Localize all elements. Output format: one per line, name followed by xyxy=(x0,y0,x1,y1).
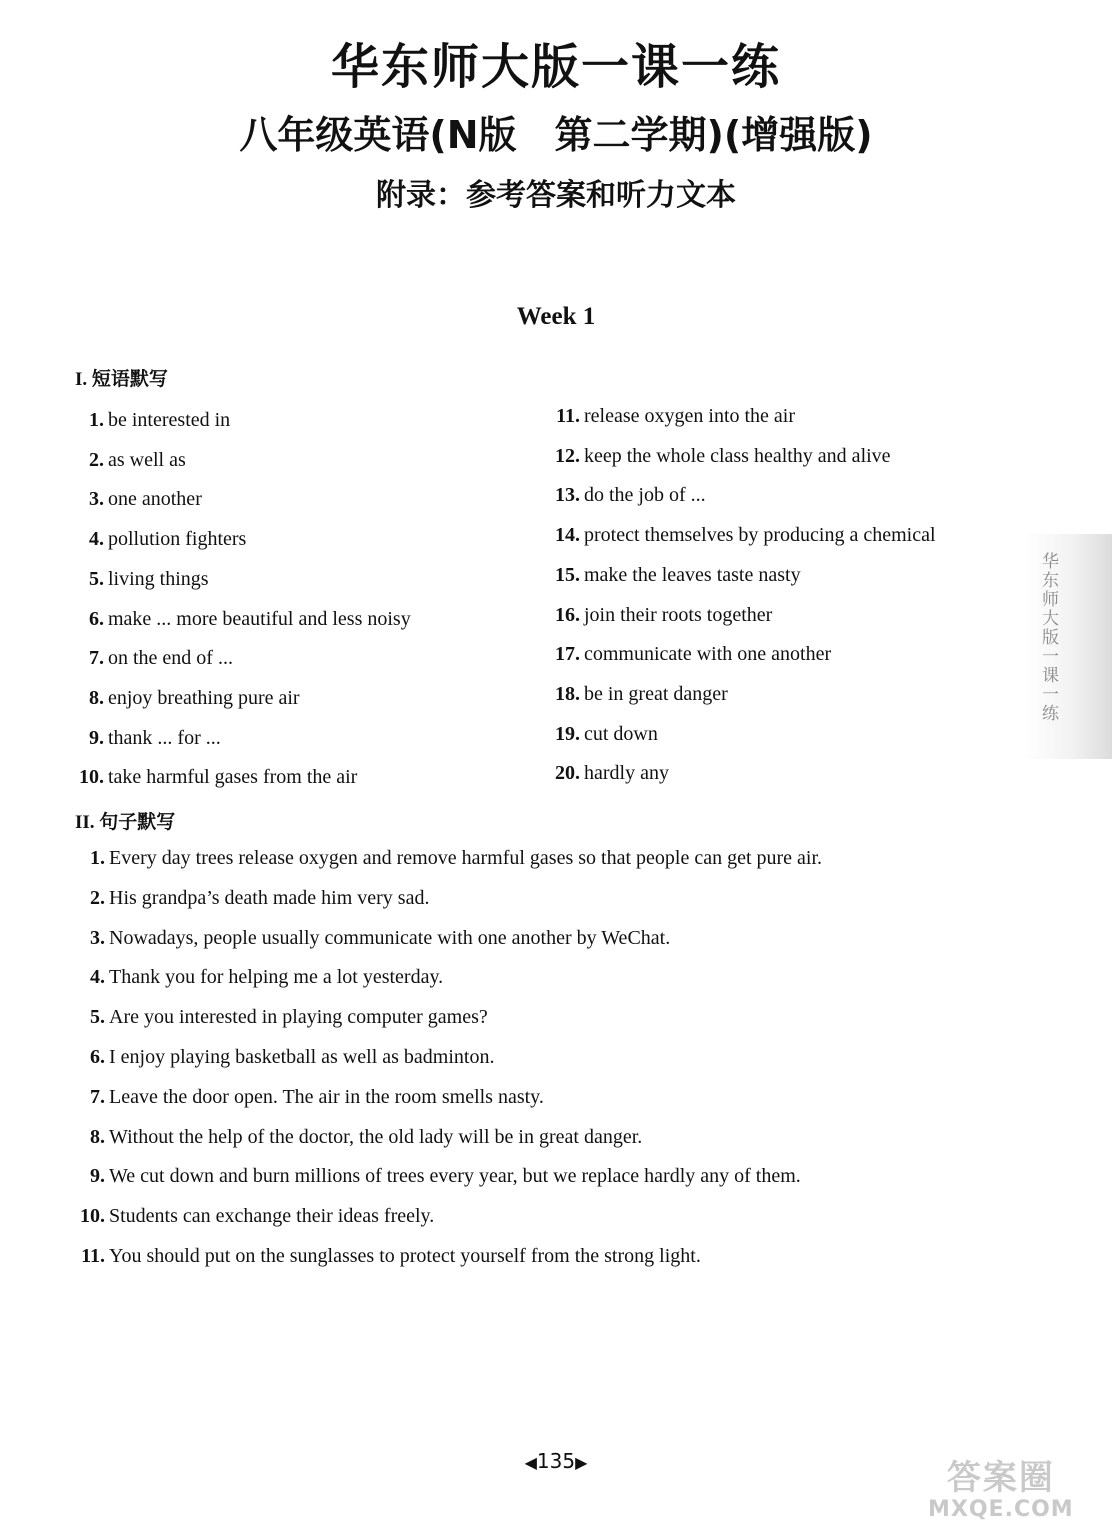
list-item xyxy=(550,563,801,587)
list-item xyxy=(74,686,300,710)
item-text: communicate with one another xyxy=(584,643,832,666)
appendix-title: 附录：参考答案和听力文本 xyxy=(376,178,736,213)
item-text: do the job of ... xyxy=(584,484,706,507)
list-item xyxy=(74,726,221,750)
list-item xyxy=(72,1204,434,1228)
item-text: make ... more beautiful and less noisy xyxy=(108,607,411,630)
item-number: 10. xyxy=(79,766,104,789)
item-text: Thank you for helping me a lot yesterday. xyxy=(109,966,444,989)
list-item xyxy=(74,765,357,789)
item-number: 19. xyxy=(555,722,580,745)
item-text: be interested in xyxy=(108,409,231,431)
list-item xyxy=(550,483,706,507)
item-text: Nowadays, people usually communicate with one another by WeChat. xyxy=(109,926,671,949)
item-number: 18. xyxy=(555,682,580,705)
item-text: You should put on the sunglasses to protect yourself from the strong light. xyxy=(109,1245,701,1267)
item-number: 9. xyxy=(89,726,104,749)
page-number-value: 135 xyxy=(536,1449,576,1473)
item-number: 8. xyxy=(89,686,104,709)
item-text: enjoy breathing pure air xyxy=(108,686,300,709)
item-number: 20. xyxy=(555,762,580,785)
list-item xyxy=(72,886,429,910)
list-item xyxy=(72,1045,494,1069)
list-item xyxy=(72,1244,701,1268)
item-number: 8. xyxy=(90,1125,105,1148)
item-number: 6. xyxy=(90,1046,105,1068)
item-number: 11. xyxy=(81,1245,105,1267)
list-item xyxy=(550,761,669,785)
watermark-url: MXQE.COM xyxy=(928,1497,1074,1522)
item-text: Every day trees release oxygen and remove harmful gases so that people can get pure air. xyxy=(109,847,823,869)
book-title: 华东师大版一课一练 xyxy=(330,39,781,95)
list-item xyxy=(550,523,936,547)
item-text: Students can exchange their ideas freely. xyxy=(109,1205,435,1228)
item-number: 17. xyxy=(555,643,580,666)
item-number: 3. xyxy=(90,926,105,949)
item-number: 13. xyxy=(555,484,580,507)
item-number: 10. xyxy=(80,1205,105,1228)
book-subtitle: 八年级英语(N版 第二学期)(增强版) xyxy=(239,113,873,157)
list-item xyxy=(74,646,233,670)
item-number: 11. xyxy=(556,405,580,427)
list-item xyxy=(74,408,230,432)
item-text: take harmful gases from the air xyxy=(108,766,358,789)
list-item xyxy=(72,1125,642,1149)
watermark xyxy=(928,1450,1074,1522)
list-item xyxy=(72,1085,544,1109)
item-text: Without the help of the doctor, the old lady will be in great danger. xyxy=(109,1125,643,1148)
item-number: 12. xyxy=(555,444,580,467)
item-number: 2. xyxy=(90,886,105,909)
item-text: His grandpa’s death made him very sad. xyxy=(109,886,430,909)
item-number: 4. xyxy=(90,966,105,989)
item-text: be in great danger xyxy=(584,682,728,705)
item-text: thank ... for ... xyxy=(108,726,221,749)
item-number: 4. xyxy=(89,528,104,551)
item-number: 15. xyxy=(555,563,580,586)
list-item xyxy=(550,603,772,627)
item-text: pollution fighters xyxy=(108,528,247,551)
item-text: one another xyxy=(108,488,202,511)
list-item xyxy=(72,1005,488,1029)
item-text: Leave the door open. The air in the room smells nasty. xyxy=(109,1085,544,1108)
item-text: hardly any xyxy=(584,762,669,785)
item-number: 1. xyxy=(90,847,105,869)
item-number: 7. xyxy=(89,647,104,670)
item-number: 16. xyxy=(555,603,580,626)
list-item xyxy=(550,404,795,428)
list-item xyxy=(74,607,411,631)
item-number: 3. xyxy=(89,488,104,511)
week-heading: Week 1 xyxy=(516,303,596,330)
item-number: 2. xyxy=(89,448,104,471)
list-item xyxy=(74,448,186,472)
list-item xyxy=(72,926,670,950)
right-triangle-icon: ▶ xyxy=(575,1453,588,1472)
section-2-heading: II. 句子默写 xyxy=(75,812,176,833)
item-number: 5. xyxy=(89,567,104,590)
item-text: I enjoy playing basketball as well as badminton. xyxy=(109,1046,495,1068)
list-item xyxy=(550,722,658,746)
list-item xyxy=(72,1164,801,1188)
item-text: We cut down and burn millions of trees every year, but we replace hardly any of them. xyxy=(109,1165,801,1188)
left-triangle-icon: ◀ xyxy=(524,1453,537,1472)
item-number: 1. xyxy=(89,409,104,431)
item-text: join their roots together xyxy=(584,603,773,626)
list-item xyxy=(72,846,822,870)
list-item xyxy=(74,527,246,551)
list-item xyxy=(550,682,728,706)
item-number: 14. xyxy=(555,524,580,547)
item-number: 5. xyxy=(90,1006,105,1029)
list-item xyxy=(550,444,891,468)
item-text: protect themselves by producing a chemical xyxy=(584,524,936,547)
side-tab-label: 华东师大版一课一练 xyxy=(1038,552,1058,723)
item-text: keep the whole class healthy and alive xyxy=(584,444,891,467)
item-text: release oxygen into the air xyxy=(584,405,796,427)
item-text: living things xyxy=(108,567,209,590)
item-text: on the end of ... xyxy=(108,647,233,670)
item-number: 7. xyxy=(90,1085,105,1108)
item-text: Are you interested in playing computer games? xyxy=(109,1006,488,1029)
item-text: as well as xyxy=(108,448,186,471)
watermark-logo: 答案圈 xyxy=(946,1458,1055,1498)
list-item xyxy=(74,567,209,591)
item-number: 9. xyxy=(90,1165,105,1188)
section-1-heading: I. 短语默写 xyxy=(75,369,168,390)
item-text: make the leaves taste nasty xyxy=(584,563,801,586)
list-item xyxy=(550,642,831,666)
list-item xyxy=(74,487,202,511)
item-number: 6. xyxy=(89,607,104,630)
item-text: cut down xyxy=(584,722,658,745)
list-item xyxy=(72,965,443,989)
